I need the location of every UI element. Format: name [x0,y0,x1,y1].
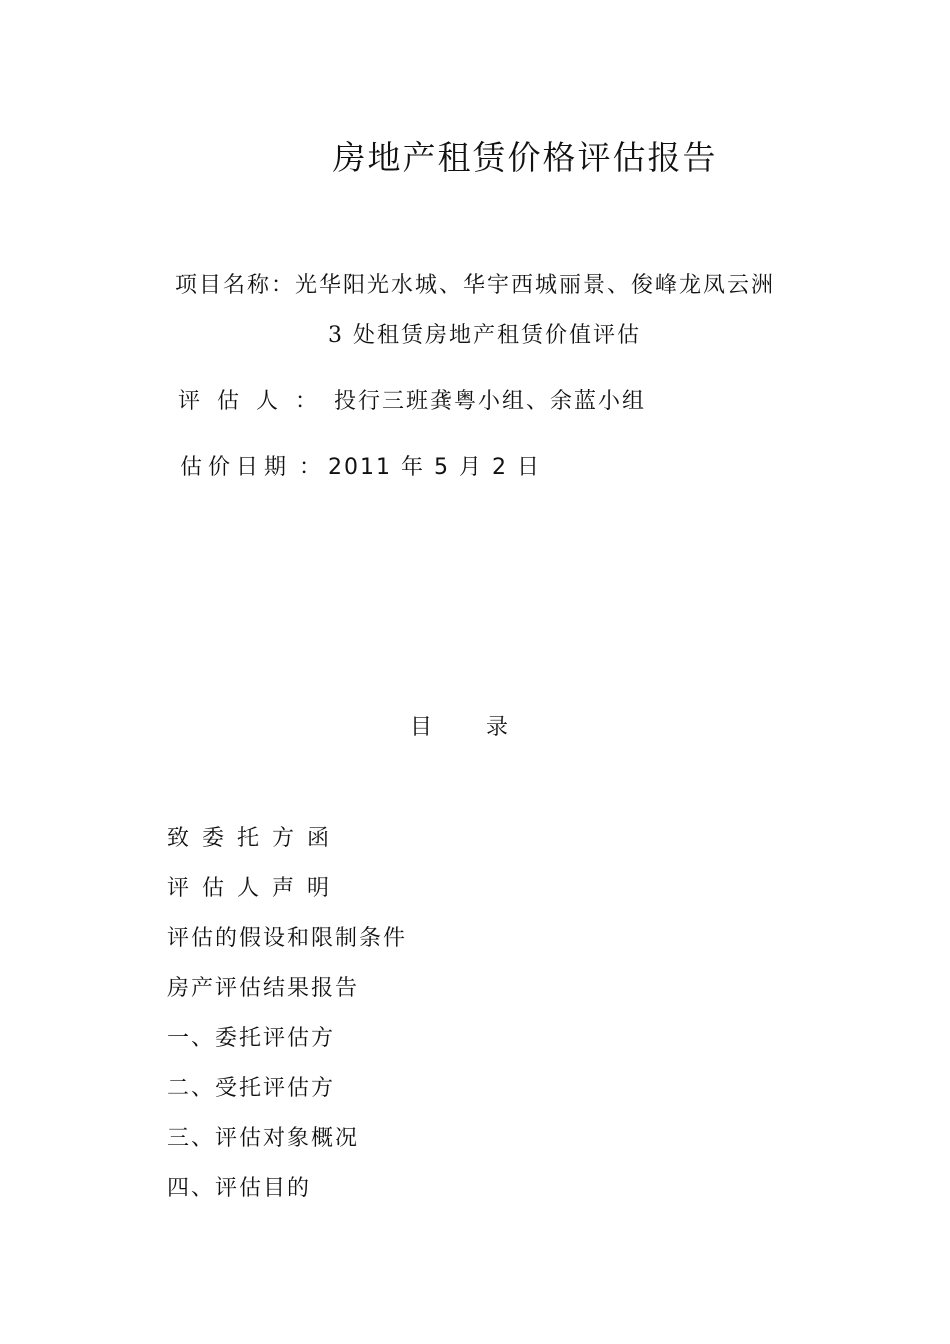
toc-item-purpose[interactable]: 四、评估目的 [167,1176,312,1201]
report-title: 房地产租赁价格评估报告 [332,138,718,177]
project-name-value: 光华阳光水城、华宇西城丽景、俊峰龙凤云洲 [295,273,776,298]
date-separator: ： [299,455,322,480]
date-label: 估价日期 [180,455,293,480]
assessor-value: 投行三班龚粤小组、余蓝小组 [334,389,647,414]
project-name-line1 [175,268,775,299]
toc-item-result-report[interactable]: 房产评估结果报告 [167,976,360,1001]
valuation-date-line [180,450,541,481]
toc-item-client[interactable]: 一、委托评估方 [167,1026,336,1051]
toc-heading-right: 录 [486,715,509,740]
project-name-line2: 3 处租赁房地产租赁价值评估 [328,323,641,348]
assessor-label: 评估人： [178,389,335,414]
toc-heading-left: 目 [410,715,433,740]
toc-item-contractor[interactable]: 二、受托评估方 [167,1076,336,1101]
toc-item-assessor-statement[interactable]: 评估人声明 [167,876,343,901]
assessor-line [178,384,646,415]
toc-item-assumptions[interactable]: 评估的假设和限制条件 [167,926,408,951]
table-of-contents [167,824,407,1224]
project-label: 项目名称： [175,273,296,298]
toc-item-subject-overview[interactable]: 三、评估对象概况 [167,1126,360,1151]
toc-item-cover-letter[interactable]: 致委托方函 [167,826,343,851]
date-value: 2011 年 5 月 2 日 [328,455,541,480]
toc-heading [410,710,508,741]
